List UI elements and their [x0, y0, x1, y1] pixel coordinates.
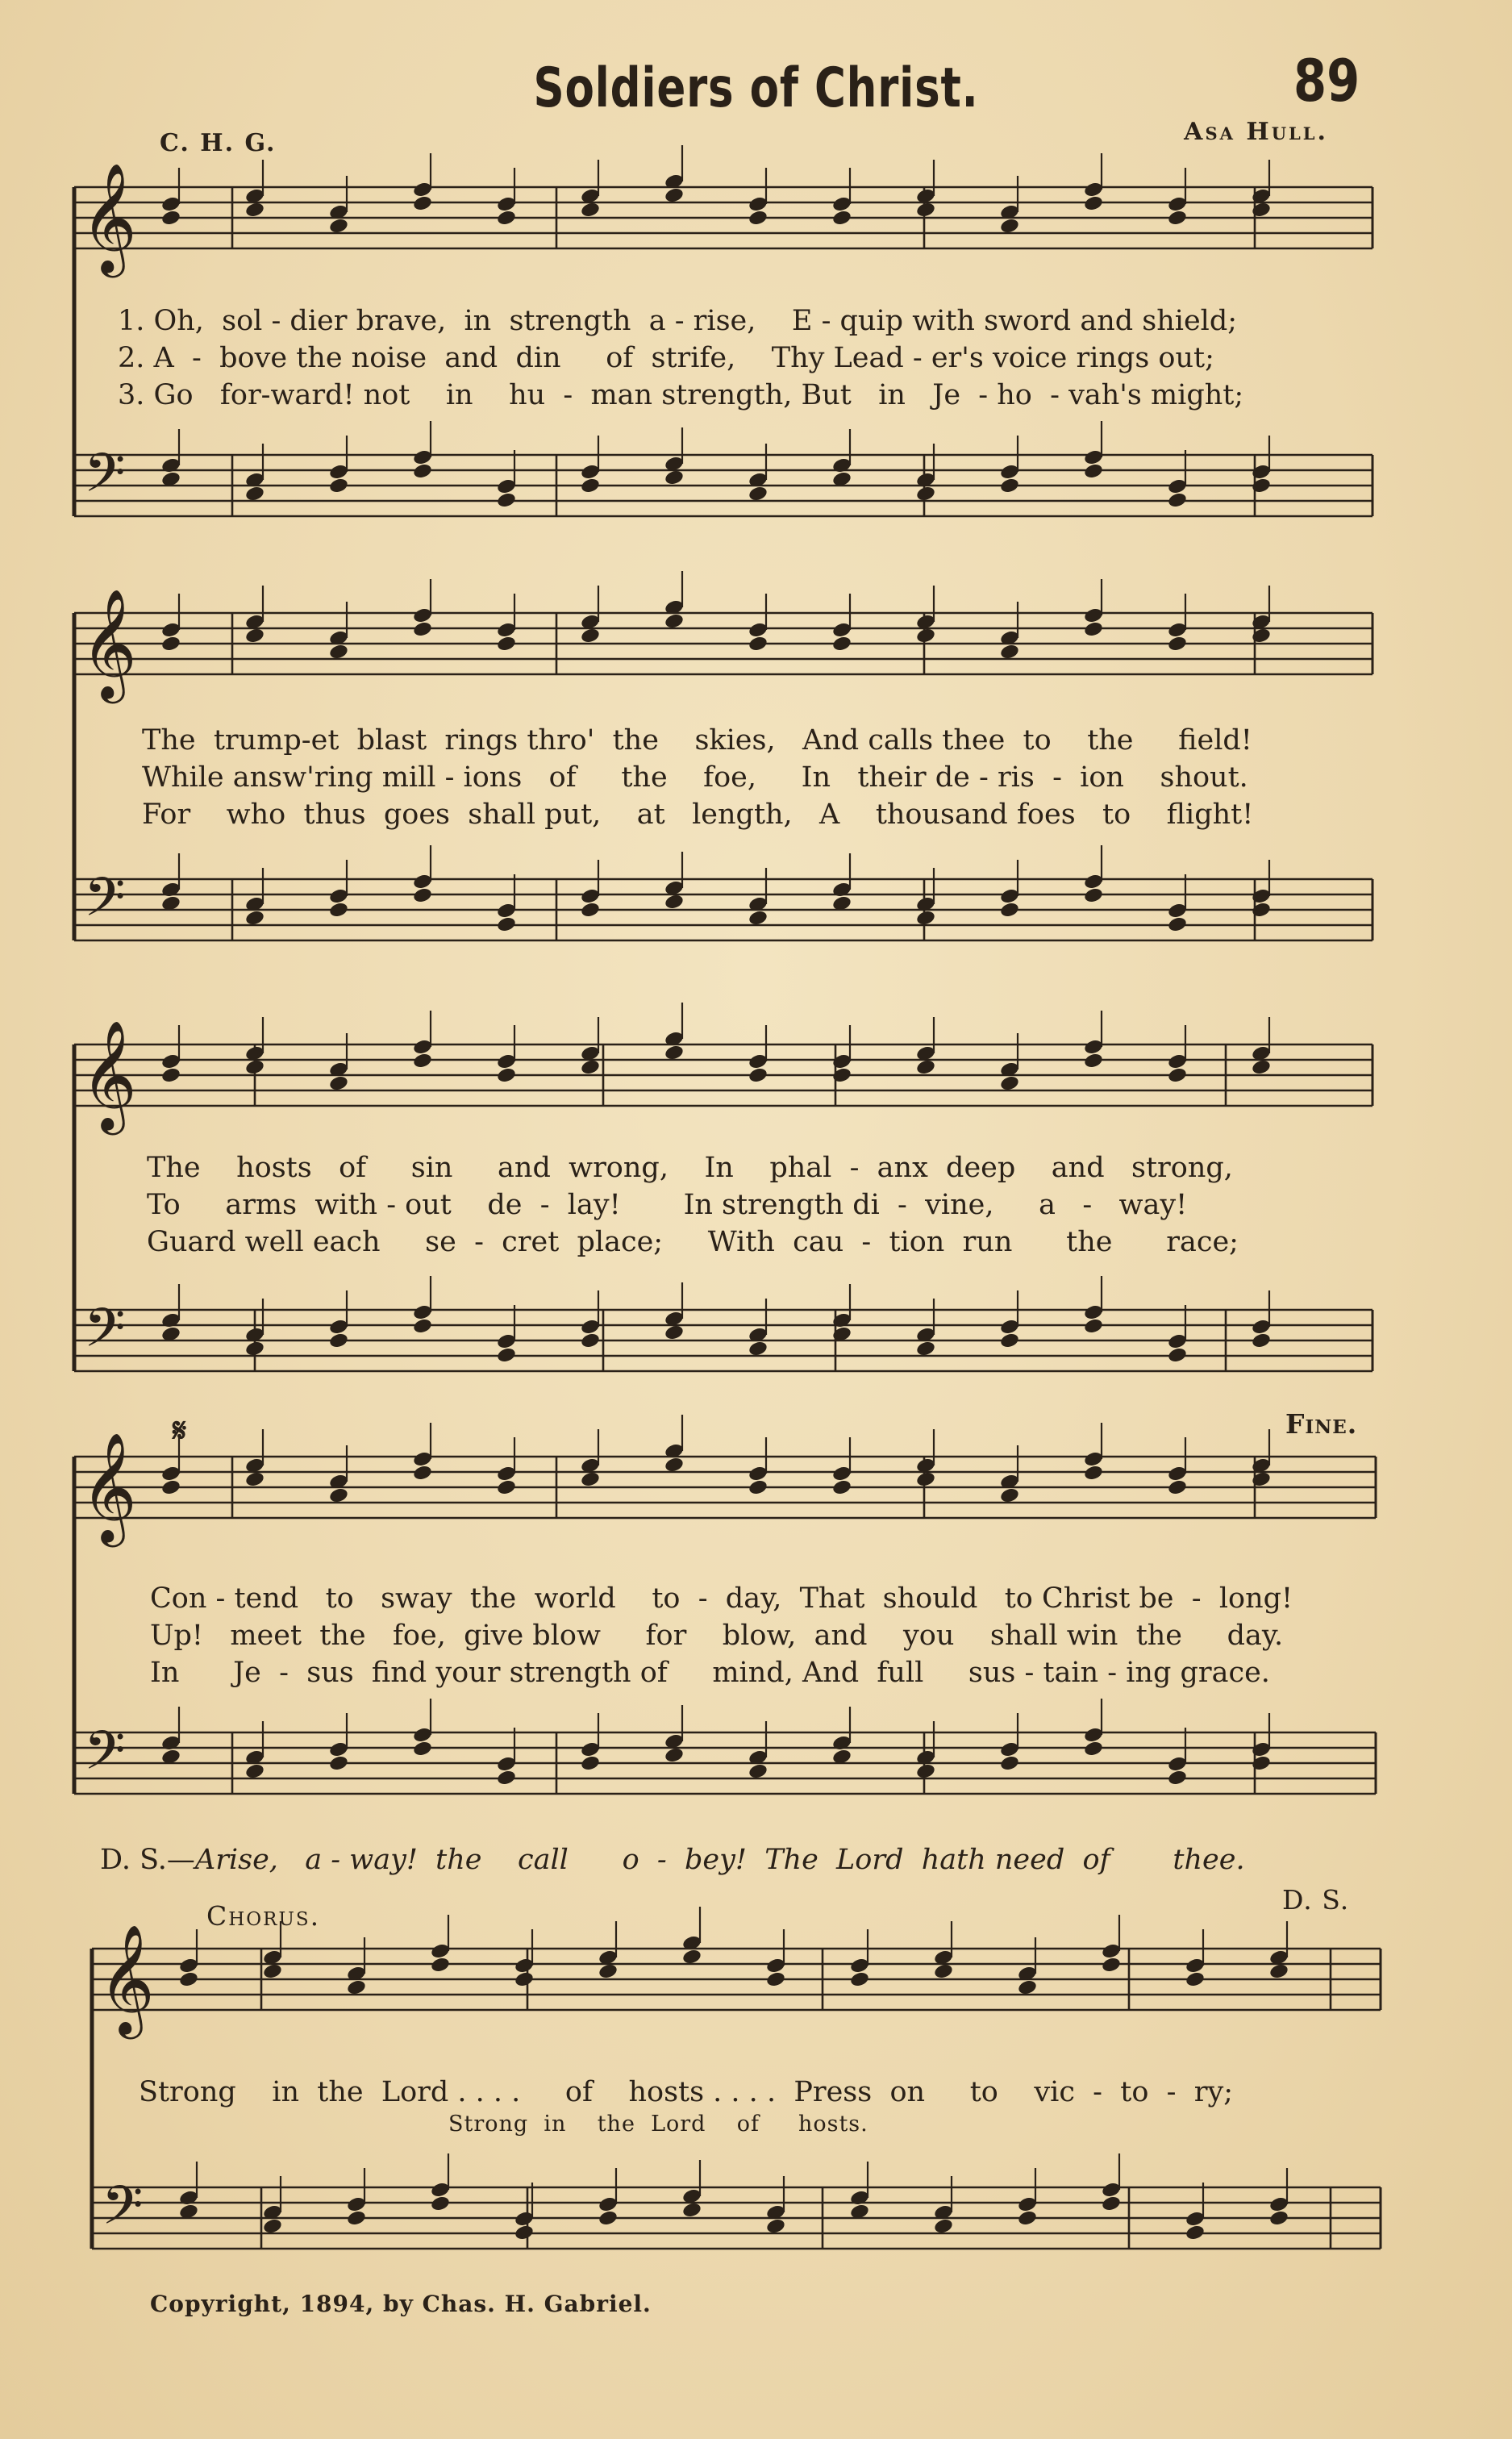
- fine-marker: Fine.: [1285, 1408, 1358, 1440]
- treble-5-note: [1185, 1970, 1206, 1988]
- treble-5-note: [849, 1970, 870, 1988]
- bass-2-note: [664, 893, 685, 911]
- verse-2-line-4: Up! meet the foe, give blow for blow, and you shall win the day.: [150, 1620, 1284, 1652]
- treble-3-note: [1167, 1066, 1188, 1084]
- bass-4-note: [999, 1754, 1020, 1772]
- treble-5-note: [1268, 1962, 1289, 1980]
- treble-3-note: [1251, 1058, 1272, 1076]
- bass-1-note: [244, 485, 265, 502]
- treble-3-note: [160, 1066, 181, 1084]
- copyright-notice: Copyright, 1894, by Chas. H. Gabriel.: [150, 2291, 652, 2317]
- verse-2-line-1: 2. A - bove the noise and din of strife, Thy Lead - er's voice rings out;: [118, 342, 1214, 374]
- bass-4-note: [664, 1746, 685, 1764]
- page-number: 89: [1293, 47, 1360, 115]
- dal-segno-line: [100, 1844, 1245, 1876]
- treble-3-note: [664, 1044, 685, 1061]
- treble-2-note: [748, 635, 768, 652]
- treble-1-note: [244, 201, 265, 219]
- treble-2-note: [580, 627, 601, 644]
- verse-1-line-3: The hosts of sin and wrong, In phal - anx deep and strong,: [147, 1152, 1233, 1184]
- bass-4-note: [328, 1754, 349, 1772]
- bass-1-note: [915, 485, 936, 502]
- treble-2-note: [664, 612, 685, 630]
- hymn-title: Soldiers of Christ.: [533, 56, 979, 120]
- bass-2-note: [412, 886, 433, 904]
- verse-1-line-4: Con - tend to sway the world to - day, That should to Christ be - long!: [150, 1582, 1293, 1615]
- bass-2-note: [748, 909, 768, 927]
- bass-4-note: [915, 1762, 936, 1780]
- bass-1-note: [412, 462, 433, 480]
- bass-4-note: [748, 1762, 768, 1780]
- treble-5-note: [681, 1948, 702, 1966]
- segno-sign: 𝄋: [173, 1411, 188, 1449]
- bass-5-note: [765, 2217, 786, 2235]
- bass-4-note: [244, 1762, 265, 1780]
- treble-clef-3: 𝄞: [81, 1019, 137, 1130]
- treble-5-note: [346, 1978, 367, 1996]
- bass-3-note: [748, 1340, 768, 1357]
- treble-2-note: [160, 635, 181, 652]
- chorus-lyric: Strong in the Lord . . . . of hosts . . . . Press on to vic - to - ry;: [139, 2076, 1234, 2108]
- chorus-alto-lyric: Strong in the Lord of hosts.: [448, 2112, 868, 2137]
- bass-3-note: [1167, 1346, 1188, 1364]
- treble-4-note: [328, 1486, 349, 1504]
- bass-clef-4: 𝄢: [84, 1720, 126, 1795]
- bass-5-note: [681, 2201, 702, 2219]
- bass-1-note: [999, 477, 1020, 494]
- treble-3-note: [580, 1058, 601, 1076]
- treble-clef-4: 𝄞: [81, 1431, 137, 1542]
- verse-1-line-2: The trump-et blast rings thro' the skies, And calls thee to the field!: [142, 724, 1252, 757]
- verse-3-line-4: In Je - sus find your strength of mind, And full sus - tain - ing grace.: [150, 1657, 1270, 1689]
- bass-1-note: [580, 477, 601, 494]
- treble-3-note: [915, 1058, 936, 1076]
- treble-2-note: [915, 627, 936, 644]
- verse-3-line-3: Guard well each se - cret place; With cau - tion run the race;: [147, 1226, 1239, 1258]
- treble-3-note: [496, 1066, 517, 1084]
- treble-5-note: [178, 1970, 199, 1988]
- bass-clef-5: 𝄢: [102, 2174, 144, 2249]
- bass-5-note: [262, 2217, 283, 2235]
- treble-clef-2: 𝄞: [81, 587, 137, 698]
- bass-3-note: [412, 1317, 433, 1335]
- verse-2-line-3: To arms with - out de - lay! In strength di - vine, a - way!: [147, 1189, 1188, 1221]
- treble-2-note: [328, 643, 349, 661]
- bass-3-note: [1251, 1332, 1272, 1349]
- bass-2-note: [328, 901, 349, 919]
- verse-2-line-2: While answ'ring mill - ions of the foe, In their de - ris - ion shout.: [142, 761, 1248, 794]
- treble-4-note: [748, 1478, 768, 1496]
- treble-4-note: [1083, 1464, 1104, 1482]
- treble-5-note: [514, 1970, 535, 1988]
- treble-5-note: [1101, 1956, 1122, 1974]
- treble-1-note: [160, 209, 181, 227]
- treble-1-note: [748, 209, 768, 227]
- bass-5-note: [1101, 2195, 1122, 2212]
- treble-3-note: [412, 1052, 433, 1069]
- treble-4-note: [999, 1486, 1020, 1504]
- bass-2-note: [915, 909, 936, 927]
- bass-2-note: [496, 915, 517, 933]
- bass-2-note: [1083, 886, 1104, 904]
- bass-5-note: [1185, 2224, 1206, 2241]
- treble-4-note: [160, 1478, 181, 1496]
- chorus-label: Chorus.: [206, 1900, 321, 1932]
- treble-2-note: [999, 643, 1020, 661]
- treble-clef-1: 𝄞: [81, 161, 137, 273]
- treble-1-note: [915, 201, 936, 219]
- bass-5-note: [514, 2224, 535, 2241]
- bass-2-note: [1167, 915, 1188, 933]
- verse-3-line-2: For who thus goes shall put, at length, A thousand foes to flight!: [142, 798, 1254, 831]
- bass-4-note: [496, 1769, 517, 1787]
- dal-segno-text: Arise, a - way! the call o - bey! The Lord hath need of thee.: [194, 1844, 1245, 1876]
- verse-1-line-1: 1. Oh, sol - dier brave, in strength a - rise, E - quip with sword and shield;: [118, 305, 1238, 337]
- treble-1-note: [580, 201, 601, 219]
- bass-3-note: [1083, 1317, 1104, 1335]
- treble-5-note: [765, 1970, 786, 1988]
- treble-1-note: [1083, 194, 1104, 212]
- bass-1-note: [1083, 462, 1104, 480]
- treble-5-note: [430, 1956, 451, 1974]
- bass-4-note: [1167, 1769, 1188, 1787]
- bass-5-note: [346, 2209, 367, 2227]
- bass-1-note: [496, 491, 517, 509]
- lyricist-credit: C. H. G.: [160, 129, 277, 157]
- chorus-ds-marker: D. S.: [1282, 1884, 1350, 1916]
- treble-1-note: [496, 209, 517, 227]
- bass-2-note: [580, 901, 601, 919]
- treble-4-note: [412, 1464, 433, 1482]
- treble-3-note: [328, 1074, 349, 1092]
- treble-clef-5: 𝄞: [98, 1923, 155, 2034]
- treble-2-note: [1167, 635, 1188, 652]
- treble-3-note: [748, 1066, 768, 1084]
- bass-1-note: [664, 469, 685, 486]
- bass-3-note: [244, 1340, 265, 1357]
- treble-3-note: [244, 1058, 265, 1076]
- treble-1-note: [328, 217, 349, 235]
- dal-segno-prefix: D. S.—: [100, 1844, 195, 1876]
- bass-3-note: [999, 1332, 1020, 1349]
- bass-3-note: [580, 1332, 601, 1349]
- bass-3-note: [328, 1332, 349, 1349]
- treble-4-note: [244, 1470, 265, 1488]
- bass-clef-1: 𝄢: [84, 442, 126, 517]
- treble-2-note: [244, 627, 265, 644]
- treble-5-note: [262, 1962, 283, 1980]
- verse-3-line-1: 3. Go for-ward! not in hu - man strength, But in Je - ho - vah's might;: [118, 379, 1244, 411]
- treble-4-note: [915, 1470, 936, 1488]
- bass-4-note: [412, 1740, 433, 1757]
- treble-2-note: [412, 620, 433, 638]
- composer-credit: Asa Hull.: [1184, 118, 1328, 146]
- treble-5-note: [598, 1962, 619, 1980]
- bass-5-note: [1268, 2209, 1289, 2227]
- treble-4-note: [580, 1470, 601, 1488]
- bass-5-note: [430, 2195, 451, 2212]
- bass-5-note: [933, 2217, 954, 2235]
- treble-3-note: [1083, 1052, 1104, 1069]
- treble-4-note: [1167, 1478, 1188, 1496]
- treble-1-note: [664, 186, 685, 204]
- treble-4-note: [664, 1456, 685, 1474]
- treble-4-note: [831, 1478, 852, 1496]
- bass-3-note: [664, 1324, 685, 1341]
- bass-5-note: [598, 2209, 619, 2227]
- treble-1-note: [831, 209, 852, 227]
- bass-3-note: [496, 1346, 517, 1364]
- bass-1-note: [328, 477, 349, 494]
- treble-1-note: [999, 217, 1020, 235]
- bass-4-note: [580, 1754, 601, 1772]
- treble-2-note: [496, 635, 517, 652]
- bass-4-note: [1083, 1740, 1104, 1757]
- treble-3-note: [999, 1074, 1020, 1092]
- bass-5-note: [1017, 2209, 1038, 2227]
- bass-2-note: [999, 901, 1020, 919]
- treble-1-note: [1167, 209, 1188, 227]
- bass-2-note: [244, 909, 265, 927]
- bass-3-note: [915, 1340, 936, 1357]
- treble-2-note: [831, 635, 852, 652]
- treble-5-note: [1017, 1978, 1038, 1996]
- bass-1-note: [1167, 491, 1188, 509]
- bass-1-note: [748, 485, 768, 502]
- treble-5-note: [933, 1962, 954, 1980]
- bass-clef-3: 𝄢: [84, 1297, 126, 1372]
- treble-1-note: [412, 194, 433, 212]
- treble-2-note: [1083, 620, 1104, 638]
- treble-4-note: [496, 1478, 517, 1496]
- bass-clef-2: 𝄢: [84, 866, 126, 941]
